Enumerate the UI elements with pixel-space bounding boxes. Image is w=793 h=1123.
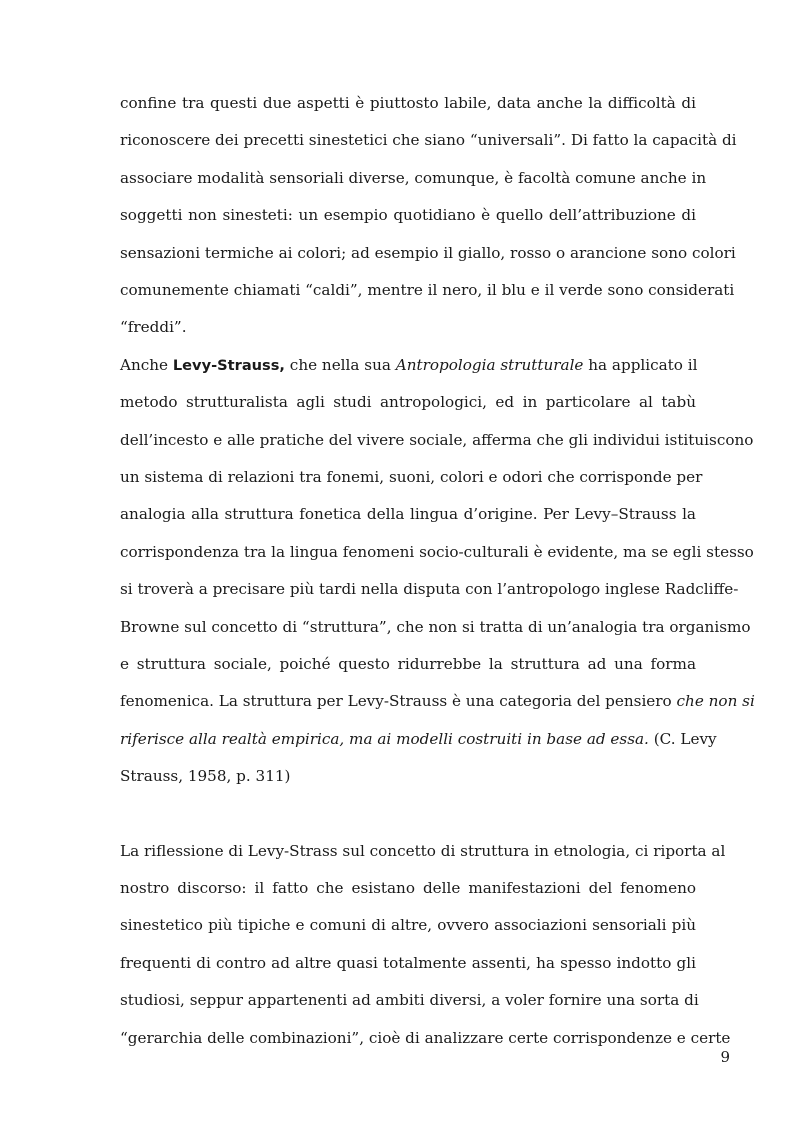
text-line: e struttura sociale, poiché questo ridurrebbe la struttura ad una forma xyxy=(120,654,696,673)
text-line xyxy=(120,347,696,384)
text-line: sinestetico più tipiche e comuni di altre, ovvero associazioni sensoriali più xyxy=(120,916,696,935)
book-title-italic: Antropologia strutturale xyxy=(395,355,584,374)
text-line: La riflessione di Levy-Strass sul concetto di struttura in etnologia, ci riporta al xyxy=(120,841,726,860)
text-line: un sistema di relazioni tra fonemi, suoni, colori e odori che corrisponde per xyxy=(120,467,703,486)
author-name-bold: Levy-Strauss, xyxy=(172,356,285,374)
paragraph-levy-strauss xyxy=(120,347,755,796)
text-line: corrispondenza tra la lingua fenomeni socio-culturali è evidente, ma se egli stesso xyxy=(120,542,754,561)
text-line: dell’incesto e alle pratiche del vivere sociale, afferma che gli individui istituiscono xyxy=(120,430,754,449)
text-line: confine tra questi due aspetti è piuttosto labile, data anche la difficoltà di xyxy=(120,94,696,112)
text-line: “freddi”. xyxy=(120,318,187,337)
text-line: comunemente chiamati “caldi”, mentre il nero, il blu e il verde sono considerati xyxy=(120,280,735,299)
text-line: metodo strutturalista agli studi antropologici, ed in particolare al tabù xyxy=(120,393,696,412)
citation-text: (C. Levy xyxy=(648,729,717,748)
text-line: nostro discorso: il fatto che esistano delle manifestazioni del fenomeno xyxy=(120,878,696,897)
text-line: riconoscere dei precetti sinestetici che siano “universali”. Di fatto la capacità di xyxy=(120,131,737,150)
text-line: frequenti di contro ad altre quasi totalmente assenti, ha spesso indotto gli xyxy=(120,953,696,972)
page-number: 9 xyxy=(720,1048,730,1066)
text-line: si troverà a precisare più tardi nella disputa con l’antropologo inglese Radcliffe- xyxy=(120,580,739,599)
text-line: “gerarchia delle combinazioni”, cioè di analizzare certe corrispondenze e certe xyxy=(120,1028,731,1047)
text-line: studiosi, seppur appartenenti ad ambiti diversi, a voler fornire una sorta di xyxy=(120,991,699,1010)
text-run: che nella sua xyxy=(284,355,396,374)
quote-italic: che non si xyxy=(676,692,755,711)
text-line: Browne sul concetto di “struttura”, che non si tratta di un’analogia tra organismo xyxy=(120,617,751,636)
quote-italic: riferisce alla realtà empirica, ma ai modelli costruiti in base ad essa. xyxy=(120,729,649,748)
text-line: associare modalità sensoriali diverse, comunque, è facoltà comune anche in xyxy=(120,168,707,187)
text-line xyxy=(120,721,717,758)
text-line: soggetti non sinesteti: un esempio quotidiano è quello dell’attribuzione di xyxy=(120,206,696,225)
text-line: analogia alla struttura fonetica della lingua d’origine. Per Levy–Strauss la xyxy=(120,505,696,524)
text-run: fenomenica. La struttura per Levy-Strauss è una categoria del pensiero xyxy=(120,692,677,711)
text-line: sensazioni termiche ai colori; ad esempio il giallo, rosso o arancione sono colori xyxy=(120,243,736,262)
text-line xyxy=(120,683,755,720)
text-run: ha applicato il xyxy=(583,355,698,374)
paragraph-structure-reflection xyxy=(120,833,731,1057)
paragraph-synesthesia-intro xyxy=(120,85,737,347)
text-run: Anche xyxy=(120,355,173,374)
citation-line: Strauss, 1958, p. 311) xyxy=(120,767,291,786)
